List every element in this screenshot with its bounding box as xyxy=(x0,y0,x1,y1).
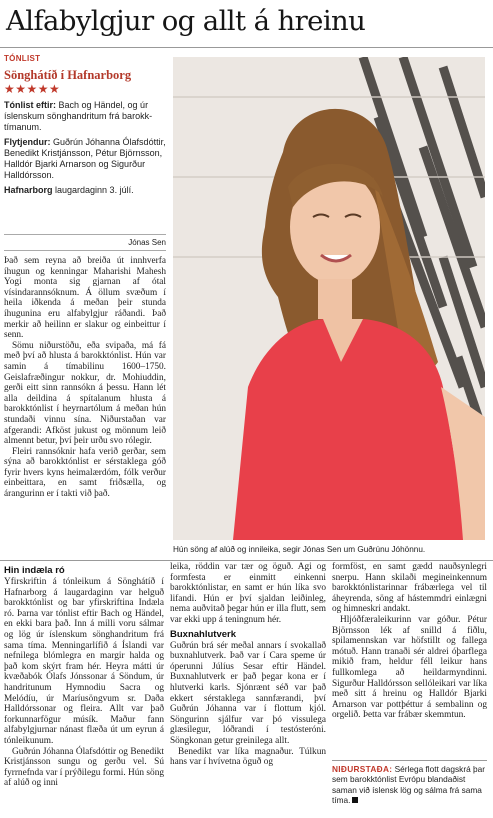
event-info xyxy=(4,100,166,196)
paragraph: Guðrún Jóhanna Ólafsdóttir og Benedikt Kristjánsson sungu og gerðu vel. Sú fyrrnefnda var í prýðilegu formi. Hún söng af alúð og inni xyxy=(4,746,164,789)
article-column-1 xyxy=(4,256,166,500)
caption-divider xyxy=(0,560,493,561)
info-line xyxy=(4,100,166,133)
verdict-box xyxy=(332,764,487,806)
info-text: laugardaginn 3. júlí. xyxy=(52,185,134,195)
star-rating: ★★★★★ xyxy=(4,82,61,96)
paragraph: Það sem reyna að breiða út innhverfa íhugun og kenningar Maharishi Mahesh Yogi monta sig gjarnan af ótal vísindarannsóknum. Á öllum svæðum í heila iðkenda á meðan þeir stunda íhugunina eru alfabylgjur ráðandi. Það merkir að heilinn er slakur og einbeittur í senn. xyxy=(4,256,166,341)
info-divider xyxy=(4,234,166,235)
subheading: Hin indæla ró xyxy=(4,565,65,576)
paragraph: leika, röddin var tær og öguð. Agi og formfesta er einmitt einkenni barokktónlistar, en samt er hún líka svo lifandi. Hún er því sjaldan leiðinleg, nema auðvitað þegar hún er illa flutt, sem var ekki upp á teningnum hér. xyxy=(170,562,326,625)
portrait-image xyxy=(173,57,485,540)
verdict-label: NIÐURSTAÐA: xyxy=(332,764,393,774)
article-column-3 xyxy=(170,562,326,768)
paragraph: Fleiri rannsóknir hafa verið gerðar, sem sýna að barokktónlist er sérstaklega góð fyrir hvers kyns heimalærdóm, fólk verður einbeittara, en samt friðsælla, og árangurinn er í takti við það. xyxy=(4,446,166,500)
info-line xyxy=(4,185,166,196)
portrait-photo xyxy=(173,57,485,540)
info-line xyxy=(4,137,166,181)
end-mark-icon xyxy=(352,797,358,803)
paragraph: formföst, en samt gædd nauðsynlegri snerpu. Hann skilaði megineinkennum barokktónlistarinnar frábærlega vel til áheyrenda, söng af hástemmdri einlægni og himneskri andakt. xyxy=(332,562,487,615)
info-text: Guðrún Jóhanna Ólafsdóttir, Benedikt Kristjánsson, Pétur Björnsson, Halldór Bjarki Arnarson og Sigurður Halldórsson. xyxy=(4,137,166,180)
headline: Alfabylgjur og allt á hreinu xyxy=(6,5,366,37)
verdict-text: Sérlega flott dagskrá þar sem barokktónlist Evrópu blandaðist saman við íslensk lög og sálma frá sama tíma. xyxy=(332,764,485,806)
info-text: Bach og Händel, og úr íslenskum sönghandritum frá barokktímanum. xyxy=(4,100,153,132)
paragraph: Yfirskriftin á tónleikum á Sönghátíð í Hafnarborg á laugardaginn var helguð barokktónlist og bar yfirskriftina Indæla ró. Þarna var tónlist eftir Bach og Händel, en ekki bara það. Inn á milli voru sálmar og lög úr íslenskum sönghandritum frá sama tíma. Menningarlífið á Íslandi var nefnilega blómlegra en margir halda og það kom skýrt fram hér. Heyra mátti úr kvæðabók Ólafs Jónssonar á Söndum, úr handritunum Hymnodiu Sacra og Melódíu, úr Maríusöngvum sr. Daða Halldórssonar og fleira. Allt var það forkunnarfögur músík. Maður fann alfabylgjurnar nánast flæða út um eyrun á tónleikunum. xyxy=(4,577,164,746)
paragraph: Sömu niðurstöðu, eða svipaða, má fá með því að hlusta á barokktónlist. Hún var samin á tímabilinu 1600–1750. Geislafræðingur nokkur, dr. Mohiuddin, gerði eitt sinn rannsókn á þessu. Hann lét alla deildina á spítalanum hlusta á barokktónlist í heyrnartólum á meðan hún stundaði vinnu sína. Niðurstaðan var afgerandi: Afköst jukust og mönnum leið almennt betur, því þeir urðu svo rólegir. xyxy=(4,340,166,447)
section-label: TÓNLIST xyxy=(4,54,41,63)
review-infobox xyxy=(4,54,166,196)
info-label: Flytjendur: xyxy=(4,137,51,147)
info-label: Tónlist eftir: xyxy=(4,100,56,110)
headline-rule xyxy=(0,47,493,48)
article-column-4 xyxy=(332,562,487,721)
article-column-2 xyxy=(4,562,164,789)
subheading: Buxnahlutverk xyxy=(170,628,236,640)
byline: Jónas Sen xyxy=(128,238,166,247)
byline-divider xyxy=(4,250,166,251)
paragraph: Hljóðfæraleikurinn var góður. Pétur Björnsson lék af snilld á fiðlu, spilamennskan var höfstillt og fallega mótuð. Hann tranaði sér aldrei óþarflega mikið fram, heldur féll leikur hans fullkomlega að heildarmyndinni. Sigurður Halldórsson sellóleikari var líka með sitt á hreinu og Halldór Bjarki Arnarson var pottþéttur á sembalinn og orgelið. Þetta var frábær skemmtun. xyxy=(332,614,487,721)
summary-divider xyxy=(332,760,487,761)
paragraph: Benedikt var líka magnaður. Túlkun hans var í hvívetna öguð og xyxy=(170,746,326,768)
photo-caption: Hún söng af alúð og innileika, segir Jónas Sen um Guðrúnu Jóhönnu. xyxy=(173,545,426,554)
event-title: Sönghátíð í Hafnarborg xyxy=(4,68,132,82)
paragraph: Guðrún brá sér meðal annars í svokallað buxnahlutverk. Það var í Cara speme úr óperunni Júlíus Sesar eftir Händel. Buxnahlutverk er það þegar kona er í hlutverki karls. Sjónrænt séð var það ekkert sérstaklega sannfærandi, því Guðrún Jóhanna var í flottum kjól. Söngurinn sjálfur var þó vissulega glæsilegur, lóðrandi í testósteróni. Söngkonan getur greinilega allt. xyxy=(170,640,326,746)
info-label: Hafnarborg xyxy=(4,185,53,195)
